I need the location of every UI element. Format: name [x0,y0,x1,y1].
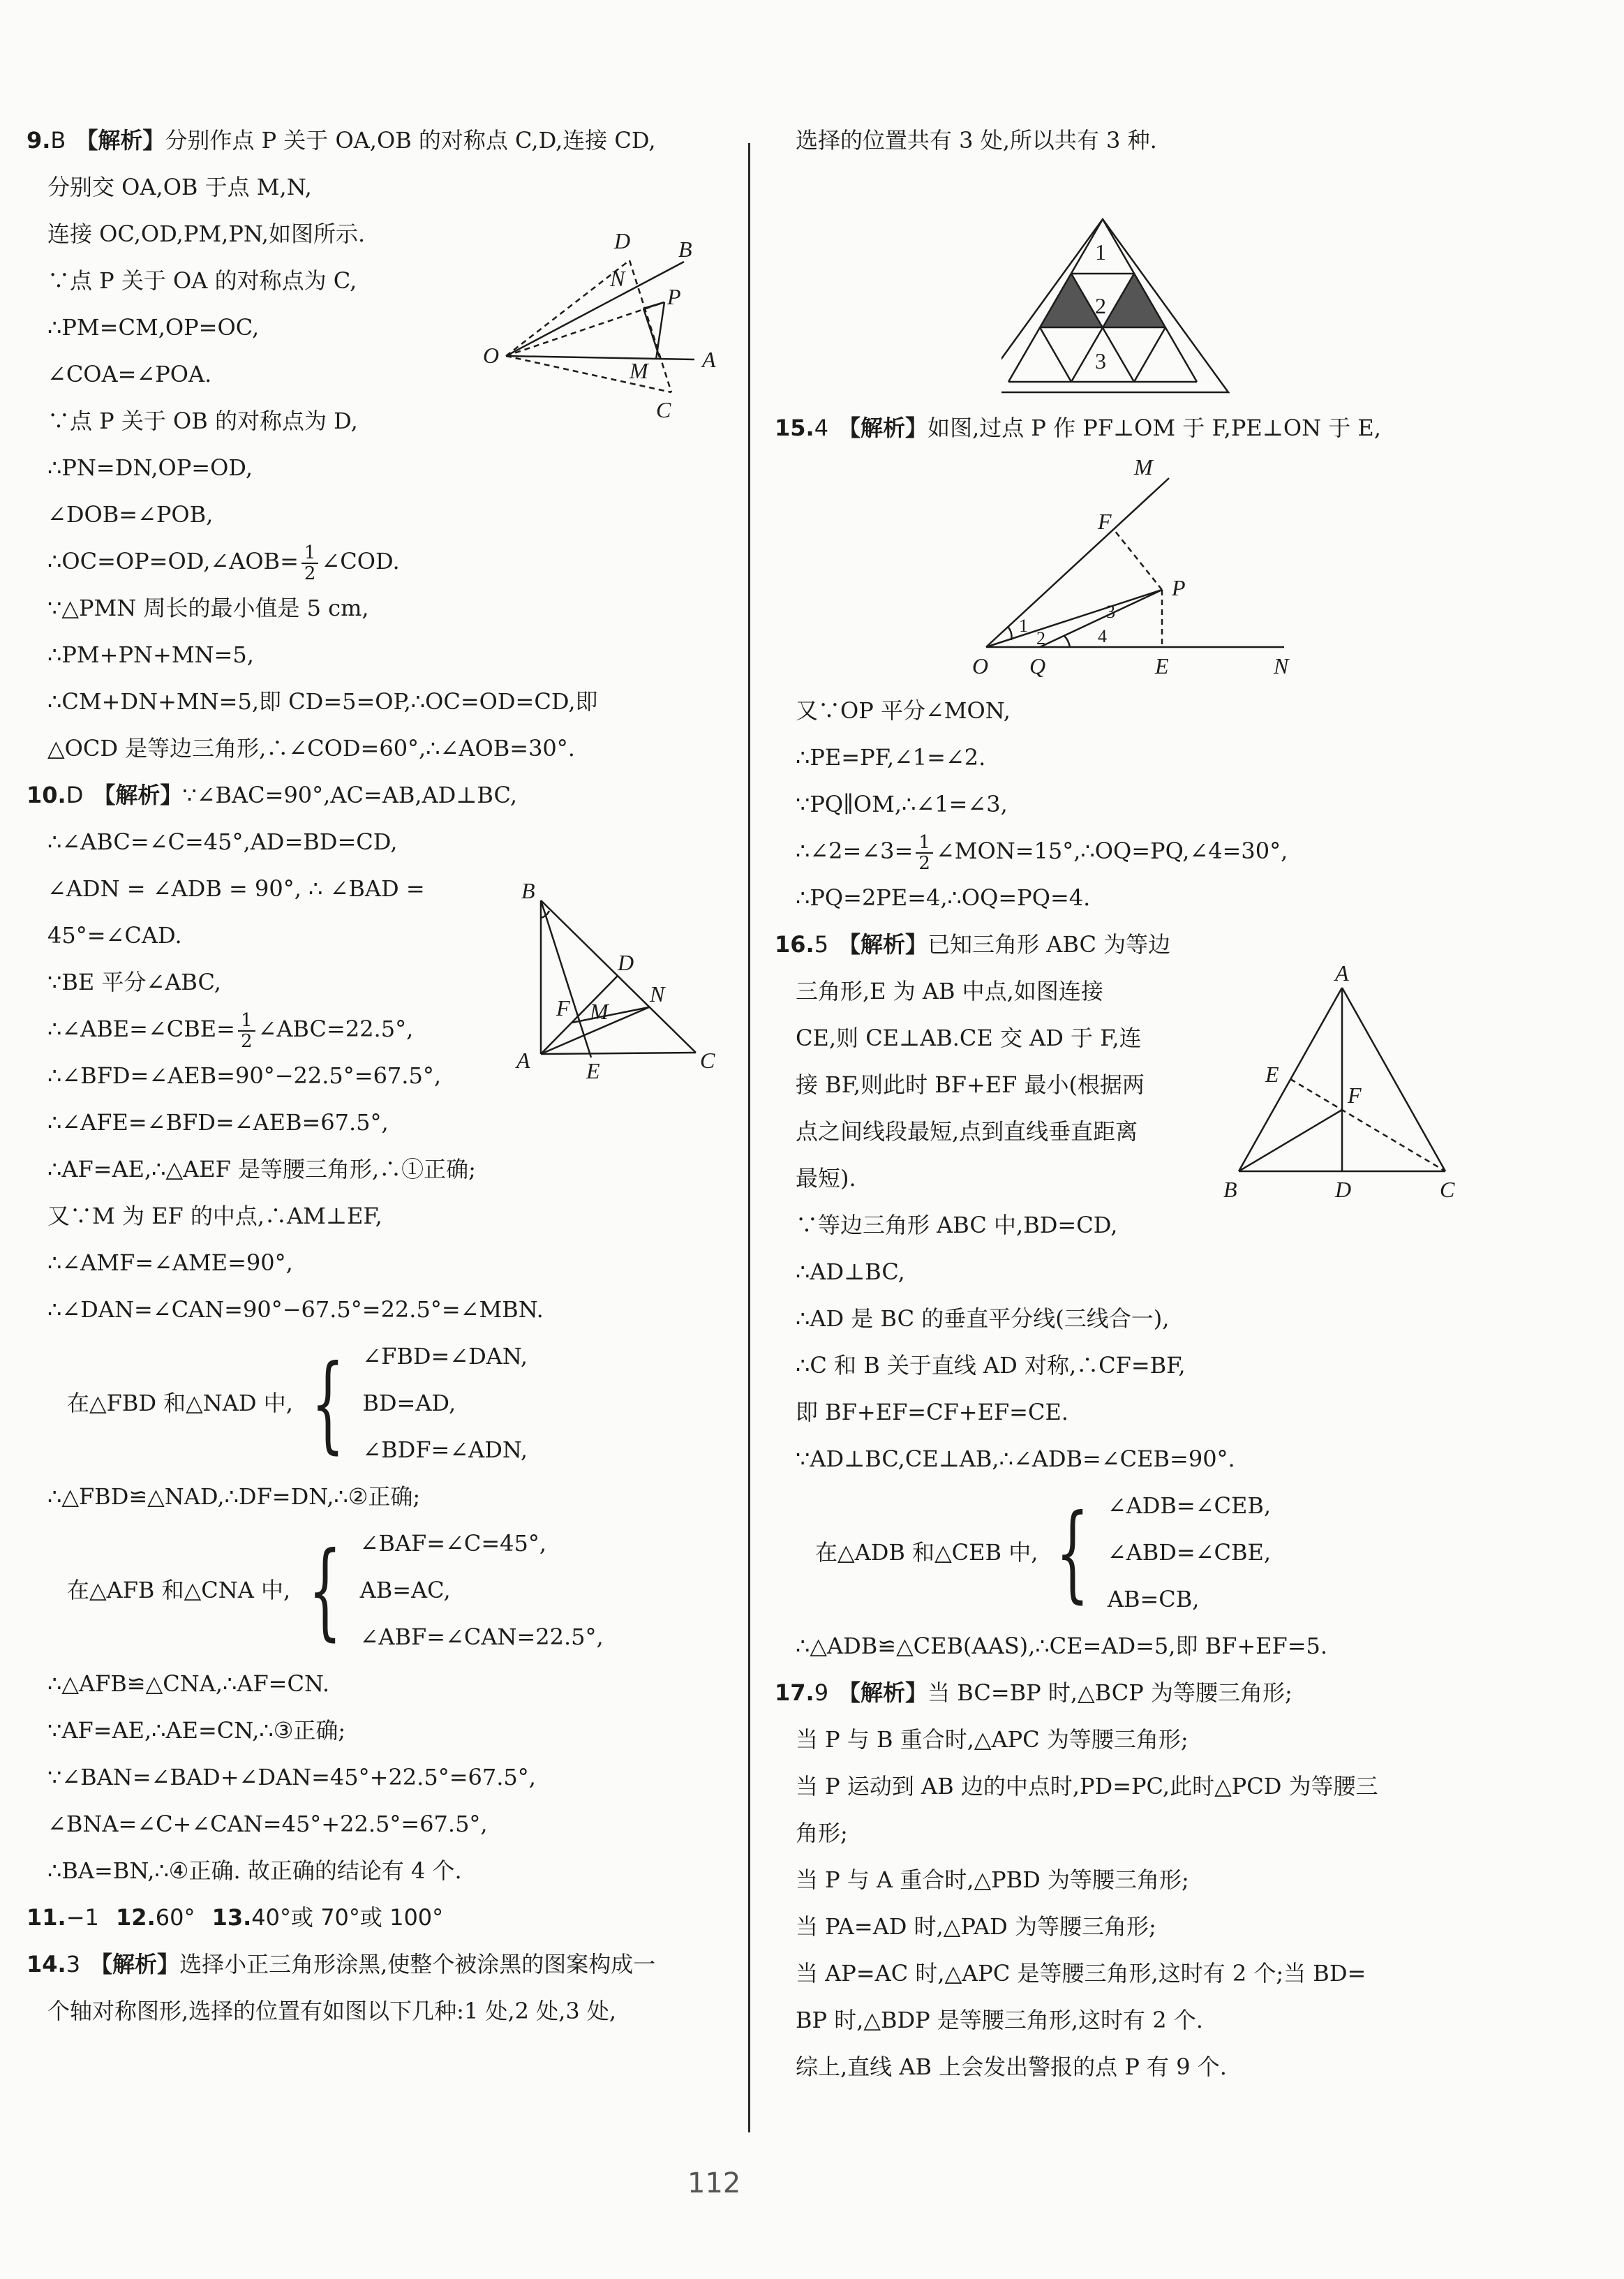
label-C: C [700,1048,715,1073]
q9-line: ∴PM+PN+MN=5, [47,641,254,668]
q17-line: 当 AP=AC 时,△APC 是等腰三角形,这时有 2 个;当 BD= [796,1960,1366,1987]
q16-line: ∴AD⊥BC, [796,1259,905,1285]
label-N: N [650,981,665,1007]
label-F: F [1348,1083,1362,1108]
system-lines [362,1333,528,1473]
fraction-denominator: 2 [304,563,316,584]
q10-line: ∴∠AFE=∠BFD=∠AEB=67.5°, [47,1109,389,1136]
label-M: M [590,999,609,1024]
q9-figure [482,230,719,433]
q10-frac-post: ∠ABC=22.5°, [258,1016,414,1042]
q10-line: 45°=∠CAD. [47,922,182,949]
q16-tag: 【解析】 [838,931,928,958]
fraction-denominator: 2 [240,1030,253,1052]
q10-line: ∵∠BAC=90°,AC=AB,AD⊥BC, [182,782,518,808]
system-lines [1108,1483,1271,1623]
label-B: B [521,878,535,903]
q17-answer: 9 [814,1679,829,1706]
q10-line: ∴∠ABC=∠C=45°,AD=BD=CD, [47,829,398,855]
q15-frac-post: ∠MON=15°,∴OQ=PQ,∠4=30°, [935,838,1288,864]
angle-3: 3 [1106,602,1115,622]
q9-line: ∴PN=DN,OP=OD, [47,454,253,481]
q9-frac-pre: ∴OC=OP=OD,∠AOB= [47,548,299,574]
fraction [301,543,319,584]
label-M: M [1134,457,1153,480]
q15-tag: 【解析】 [838,415,928,441]
q17-line: 当 P 与 B 重合时,△APC 为等腰三角形; [796,1726,1189,1753]
q16-answer: 5 [814,931,829,958]
q10-frac-pre: ∴∠ABE=∠CBE= [47,1016,235,1042]
q10-line: ∵∠BAN=∠BAD+∠DAN=45°+22.5°=67.5°, [47,1764,536,1790]
q14-answer: 3 [66,1951,81,1977]
q9-line: ∵点 P 关于 OA 的对称点为 C, [47,267,357,294]
q11-13-line [27,1894,745,1941]
label-2: 2 [1095,293,1106,318]
right-column-q15 [775,405,1598,452]
q10-line: ∵AF=AE,∴AE=CN,∴③正确; [47,1717,346,1744]
q16-line: ∵AD⊥BC,CE⊥AB,∴∠ADB=∠CEB=90°. [796,1446,1235,1472]
q10-line: 又∵M 为 EF 的中点,∴AM⊥EF, [47,1203,382,1229]
q9-number: 9. [27,127,51,154]
left-brace: { [311,1342,345,1464]
label-D: D [614,230,631,253]
label-O: O [972,653,989,678]
system-label: 在△AFB 和△CNA 中, [67,1577,291,1603]
label-D: D [1335,1177,1352,1202]
q9-line: ∵点 P 关于 OB 的对称点为 D, [47,408,358,434]
label-F: F [1098,509,1112,534]
q9-line: 分别作点 P 关于 OA,OB 的对称点 C,D,连接 CD, [165,127,656,154]
fraction [916,833,933,873]
q15-line: 如图,过点 P 作 PF⊥OM 于 F,PE⊥ON 于 E, [928,415,1381,441]
q16-line: ∴AD 是 BC 的垂直平分线(三线合一), [796,1305,1170,1332]
q17-first-line [775,1670,1598,1716]
label-Q: Q [1029,653,1046,678]
q12-answer: 60° [155,1904,195,1931]
q16-first-line [775,921,1598,968]
system-line: AB=CB, [1107,1586,1200,1612]
system-line: ∠FBD=∠DAN, [362,1343,528,1369]
angle-2: 2 [1036,628,1045,648]
q10-line: ∴△AFB≌△CNA,∴AF=CN. [47,1670,330,1697]
label-B: B [1223,1177,1237,1202]
label-P: P [1172,575,1186,600]
q15-figure [967,457,1302,681]
q14-line: 选择小正三角形涂黑,使整个被涂黑的图案构成一 [179,1951,656,1977]
q10-line: ∴∠DAN=∠CAN=90°−67.5°=22.5°=∠MBN. [47,1296,544,1323]
q9-line: ∴CM+DN+MN=5,即 CD=5=OP,∴OC=OD=CD,即 [47,688,598,715]
q17-tag: 【解析】 [838,1679,928,1706]
label-N: N [610,266,625,291]
q10-tag: 【解析】 [93,782,183,808]
label-C: C [656,397,671,422]
q16-line: ∴△ADB≌△CEB(AAS),∴CE=AD=5,即 BF+EF=5. [796,1633,1328,1659]
system-line: ∠BDF=∠ADN, [362,1437,528,1463]
q12-number: 12. [116,1904,156,1931]
q9-tag: 【解析】 [75,127,165,154]
q9-line: ∠DOB=∠POB, [47,501,214,528]
q10-figure [513,876,729,1085]
q10-line: ∠BNA=∠C+∠CAN=45°+22.5°=67.5°, [47,1811,488,1837]
q9-fraction-line [27,538,745,585]
q16-line: CE,则 CE⊥AB.CE 交 AD 于 F,连 [796,1025,1142,1051]
system-lines [360,1520,604,1661]
label-A: A [702,347,716,372]
q9-line: △OCD 是等边三角形,∴∠COD=60°,∴∠AOB=30°. [47,735,575,762]
label-E: E [1265,1062,1279,1087]
q15-line: ∴PE=PF,∠1=∠2. [796,744,986,771]
q16-system [775,1483,1598,1623]
q10-line: ∴AF=AE,∴△AEF 是等腰三角形,∴①正确; [47,1156,476,1182]
q9-line: ∠COA=∠POA. [47,361,212,387]
q17-line: 角形; [796,1820,848,1846]
q10-line: ∠ADN = ∠ADB = 90°, ∴ ∠BAD = [47,875,425,902]
q16-line: 已知三角形 ABC 为等边 [928,931,1171,958]
label-C: C [1440,1177,1455,1202]
q15-first-line [775,405,1598,452]
q15-answer: 4 [814,415,829,441]
fraction-numerator: 1 [238,1011,255,1032]
q11-answer: −1 [66,1904,99,1931]
q11-number: 11. [27,1904,66,1931]
q16-figure [1218,963,1469,1208]
fraction-denominator: 2 [918,852,930,874]
label-A: A [1335,963,1349,986]
label-A: A [516,1048,530,1073]
q16-line: ∵等边三角形 ABC 中,BD=CD, [796,1212,1118,1238]
q14-tag: 【解析】 [90,1951,180,1977]
left-brace: { [1056,1492,1089,1614]
fraction [238,1011,255,1051]
q9-line: 分别交 OA,OB 于点 M,N, [47,174,312,200]
system-label: 在△ADB 和△CEB 中, [815,1539,1038,1566]
q10-line: ∵BE 平分∠ABC, [47,969,221,995]
angle-4: 4 [1098,626,1107,646]
q9-line: ∴PM=CM,OP=OC, [47,314,260,341]
q9-line: 连接 OC,OD,PM,PN,如图所示. [47,221,366,247]
right-column-q15b [775,688,1598,2091]
label-3: 3 [1095,348,1106,373]
q14-number: 14. [27,1951,66,1977]
label-B: B [678,237,692,262]
q10-first-line [27,772,745,819]
angle-1: 1 [1019,616,1028,636]
q17-line: 当 P 运动到 AB 边的中点时,PD=PC,此时△PCD 为等腰三 [796,1773,1378,1799]
q14-line: 选择的位置共有 3 处,所以共有 3 种. [796,127,1157,154]
q10-system2 [27,1520,745,1661]
label-N: N [1274,653,1289,678]
q16-line: 接 BF,则此时 BF+EF 最小(根据两 [796,1071,1145,1098]
label-P: P [667,284,681,309]
left-brace: { [308,1529,342,1651]
q10-answer: D [66,782,84,808]
fraction-numerator: 1 [301,543,319,564]
label-1: 1 [1095,239,1106,265]
q10-line: ∴∠BFD=∠AEB=90°−22.5°=67.5°, [47,1062,441,1089]
label-M: M [630,358,648,383]
q16-line: 即 BF+EF=CF+EF=CE. [796,1399,1068,1425]
system-line: ∠ABF=∠CAN=22.5°, [359,1624,604,1650]
q10-line: ∴△FBD≌△NAD,∴DF=DN,∴②正确; [47,1483,421,1510]
q15-number: 15. [775,415,814,441]
page-number: 112 [687,2167,741,2199]
right-column [775,117,1598,164]
q15-line: 又∵OP 平分∠MON, [796,697,1011,724]
system-line: ∠BAF=∠C=45°, [359,1530,547,1557]
q15-line: ∴PQ=2PE=4,∴OQ=PQ=4. [796,884,1091,911]
q9-first-line [27,117,745,164]
q14-figure [1001,204,1253,396]
q16-number: 16. [775,931,814,958]
column-divider [748,143,750,2132]
q17-line: BP 时,△BDP 是等腰三角形,这时有 2 个. [796,2007,1203,2033]
q14-first-line [27,1941,745,1988]
q10-number: 10. [27,782,66,808]
system-line: ∠ADB=∠CEB, [1107,1492,1272,1519]
q16-line: 最短). [796,1165,856,1192]
q17-number: 17. [775,1679,814,1706]
q16-line: 三角形,E 为 AB 中点,如图连接 [796,978,1103,1004]
q17-line: 综上,直线 AB 上会发出警报的点 P 有 9 个. [796,2054,1227,2080]
q9-line: ∵△PMN 周长的最小值是 5 cm, [47,595,369,621]
q10-system1 [27,1333,745,1473]
q10-line: ∴∠AMF=∠AME=90°, [47,1249,293,1276]
fraction-numerator: 1 [916,833,933,854]
system-line: AB=AC, [359,1577,451,1603]
q15-line: ∵PQ∥OM,∴∠1=∠3, [796,791,1008,817]
system-label: 在△FBD 和△NAD 中, [67,1390,293,1416]
label-F: F [556,995,570,1020]
system-line: BD=AD, [362,1390,456,1416]
label-D: D [618,950,634,975]
q15-fraction-line [775,828,1598,875]
q16-line: ∴C 和 B 关于直线 AD 对称,∴CF=BF, [796,1352,1186,1379]
q15-frac-pre: ∴∠2=∠3= [796,838,914,864]
q17-line: 当 P 与 A 重合时,△PBD 为等腰三角形; [796,1866,1189,1893]
q13-number: 13. [211,1904,252,1931]
q17-line: 当 PA=AD 时,△PAD 为等腰三角形; [796,1913,1156,1940]
label-E: E [1155,653,1169,678]
q13-answer: 40°或 70°或 100° [251,1904,444,1931]
q10-line: ∴BA=BN,∴④正确. 故正确的结论有 4 个. [47,1857,462,1884]
system-line: ∠ABD=∠CBE, [1107,1539,1272,1566]
q17-line: 当 BC=BP 时,△BCP 为等腰三角形; [928,1679,1293,1706]
label-O: O [483,343,500,368]
q16-line: 点之间线段最短,点到直线垂直距离 [796,1118,1138,1145]
q9-frac-post: ∠COD. [321,548,400,574]
q9-answer: B [50,127,66,154]
q14-line: 个轴对称图形,选择的位置有如图以下几种:1 处,2 处,3 处, [47,1998,617,2024]
label-E: E [586,1058,600,1083]
